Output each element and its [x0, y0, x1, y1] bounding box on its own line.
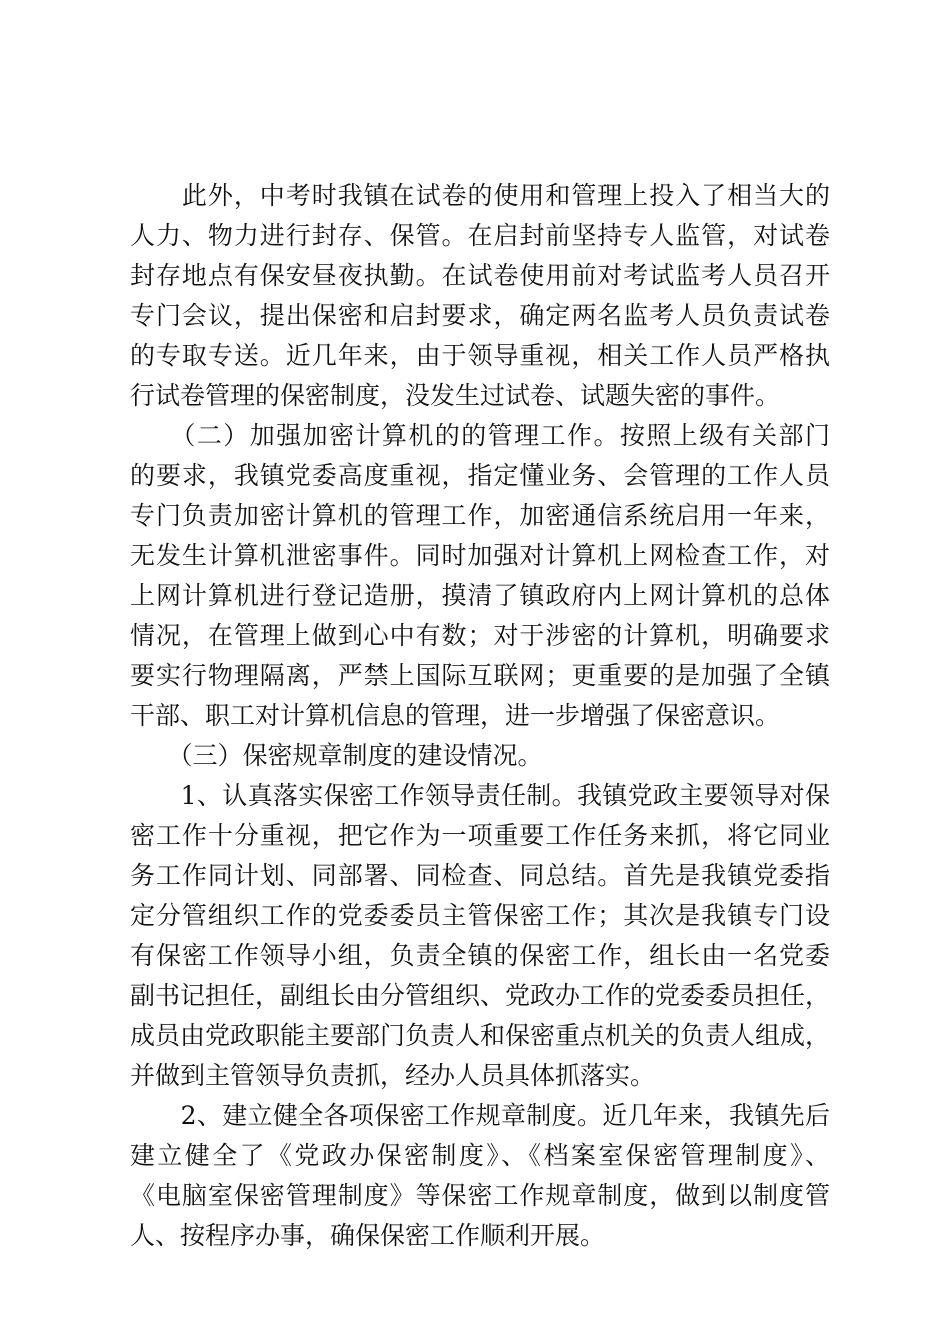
text-line: 成员由党政职能主要部门负责人和保密重点机关的负责人组成， [130, 1021, 830, 1050]
text-line: 此外，中考时我镇在试卷的使用和管理上投入了相当大的 [130, 181, 830, 210]
text-line: 并做到主管领导负责抓，经办人员具体抓落实。 [130, 1061, 656, 1090]
text-line: 副书记担任，副组长由分管组织、党政办工作的党委委员担任， [130, 981, 830, 1010]
text-line: 上网计算机进行登记造册，摸清了镇政府内上网计算机的总体 [130, 581, 830, 610]
text-line: 行试卷管理的保密制度，没发生过试卷、试题失密的事件。 [130, 381, 781, 410]
text-line: 情况，在管理上做到心中有数；对于涉密的计算机，明确要求 [130, 621, 830, 650]
text-line: 《电脑室保密管理制度》等保密工作规章制度，做到以制度管 [130, 1181, 830, 1210]
text-line: 密工作十分重视，把它作为一项重要工作任务来抓，将它同业 [130, 821, 830, 850]
text-line: （二）加强加密计算机的的管理工作。按照上级有关部门 [130, 421, 830, 450]
text-line: 专门会议，提出保密和启封要求，确定两名监考人员负责试卷 [130, 301, 830, 330]
text-line: 干部、职工对计算机信息的管理，进一步增强了保密意识。 [130, 701, 781, 730]
text-line: 定分管组织工作的党委委员主管保密工作；其次是我镇专门设 [130, 901, 830, 930]
section-heading: （三）保密规章制度的建设情况。 [130, 741, 543, 770]
text-line: 封存地点有保安昼夜执勤。在试卷使用前对考试监考人员召开 [130, 261, 830, 290]
text-line: 的要求，我镇党委高度重视，指定懂业务、会管理的工作人员 [130, 461, 830, 490]
text-line: 人力、物力进行封存、保管。在启封前坚持专人监管，对试卷 [130, 221, 830, 250]
text-line: 专门负责加密计算机的管理工作，加密通信系统启用一年来， [130, 501, 830, 530]
text-line: 2、建立健全各项保密工作规章制度。近几年来，我镇先后 [130, 1101, 830, 1130]
text-line: 1、认真落实保密工作领导责任制。我镇党政主要领导对保 [130, 781, 830, 810]
text-line: 务工作同计划、同部署、同检查、同总结。首先是我镇党委指 [130, 861, 830, 890]
text-line: 人、按程序办事，确保保密工作顺利开展。 [130, 1221, 606, 1250]
text-line: 无发生计算机泄密事件。同时加强对计算机上网检查工作，对 [130, 541, 830, 570]
text-line: 有保密工作领导小组，负责全镇的保密工作，组长由一名党委 [130, 941, 830, 970]
text-line: 的专取专送。近几年来，由于领导重视，相关工作人员严格执 [130, 341, 830, 370]
text-line: 建立健全了《党政办保密制度》、《档案室保密管理制度》、 [130, 1141, 830, 1170]
text-line: 要实行物理隔离，严禁上国际互联网；更重要的是加强了全镇 [130, 661, 830, 690]
